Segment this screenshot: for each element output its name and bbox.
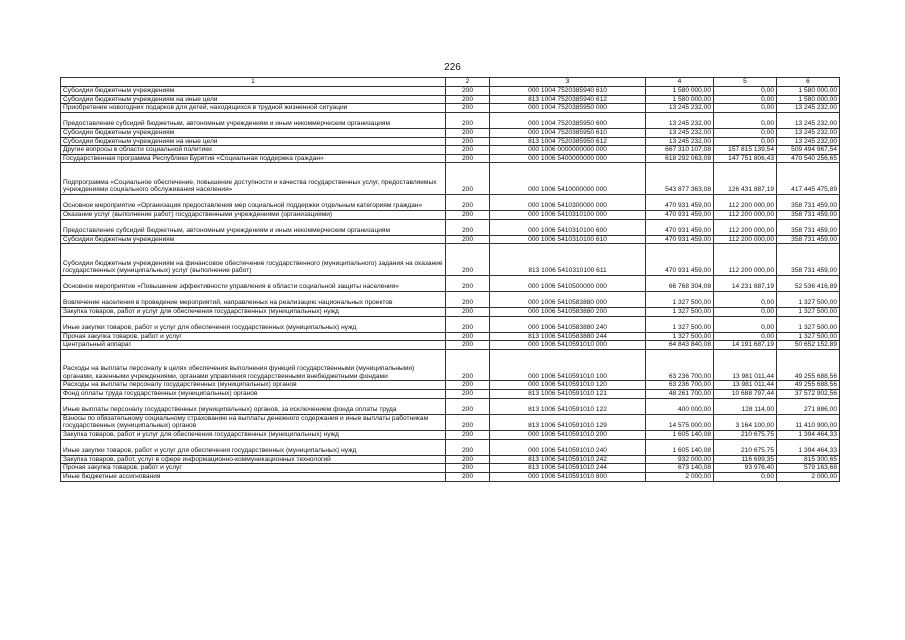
row-executed-cell: 13 981 011,44 (714, 381, 777, 390)
row-code-cell: 200 (446, 332, 490, 341)
row-classification-cell: 000 1006 5410591010 800 (490, 472, 646, 481)
row-name-cell: Предоставление субсидий бюджетным, автономным учреждениям и иным некоммерческим организациям (61, 112, 446, 128)
row-classification-cell: 813 1006 5410591010 129 (490, 414, 646, 430)
table-row (61, 87, 840, 96)
row-name-cell: Прочая закупка товаров, работ и услуг (61, 464, 446, 473)
row-code-cell: 200 (446, 390, 490, 399)
row-remaining-cell: 358 731 459,00 (777, 235, 840, 244)
row-classification-cell: 000 1006 5410583880 200 (490, 308, 646, 317)
table-row (61, 464, 840, 473)
row-name-cell: Закупка товаров, работ, услуг в сфере информационно-коммуникационных технологий (61, 455, 446, 464)
row-executed-cell: 0,00 (714, 137, 777, 146)
table-row (61, 455, 840, 464)
row-approved-cell: 470 931 459,00 (646, 194, 714, 210)
table-row (61, 308, 840, 317)
row-remaining-cell: 579 163,68 (777, 464, 840, 473)
row-executed-cell: 116 699,35 (714, 455, 777, 464)
row-classification-cell: 000 1006 5410591010 100 (490, 350, 646, 381)
row-approved-cell: 13 245 232,00 (646, 128, 714, 137)
table-row (61, 163, 840, 194)
row-executed-cell: 112 200 000,00 (714, 235, 777, 244)
table-row (61, 398, 840, 414)
row-remaining-cell: 1 327 500,00 (777, 332, 840, 341)
column-header: 4 (646, 78, 714, 87)
row-code-cell: 200 (446, 219, 490, 235)
row-approved-cell: 13 245 232,00 (646, 104, 714, 113)
table-row (61, 104, 840, 113)
row-executed-cell: 0,00 (714, 104, 777, 113)
row-name-cell: Расходы на выплаты персоналу государственных (муниципальных) органов (61, 381, 446, 390)
row-remaining-cell: 509 494 967,54 (777, 146, 840, 155)
row-code-cell: 200 (446, 398, 490, 414)
row-remaining-cell: 1 327 500,00 (777, 316, 840, 332)
table-row (61, 414, 840, 430)
row-classification-cell: 813 1006 5410591010 244 (490, 464, 646, 473)
row-remaining-cell: 11 410 900,00 (777, 414, 840, 430)
row-code-cell: 200 (446, 128, 490, 137)
row-executed-cell: 0,00 (714, 95, 777, 104)
row-name-cell: Субсидии бюджетным учреждениям (61, 87, 446, 96)
column-header: 1 (61, 78, 446, 87)
row-classification-cell: 000 1006 5410591010 200 (490, 430, 646, 439)
table-row (61, 244, 840, 275)
row-classification-cell: 000 1006 5410310100 000 (490, 210, 646, 219)
row-code-cell: 200 (446, 146, 490, 155)
row-approved-cell: 1 580 000,00 (646, 87, 714, 96)
row-name-cell: Субсидии бюджетным учреждениям (61, 128, 446, 137)
row-executed-cell: 210 675,75 (714, 430, 777, 439)
row-code-cell: 200 (446, 414, 490, 430)
row-approved-cell: 470 931 459,00 (646, 235, 714, 244)
row-executed-cell: 128 114,00 (714, 398, 777, 414)
row-remaining-cell: 1 580 000,00 (777, 87, 840, 96)
row-name-cell: Расходы на выплаты персоналу в целях обеспечения выполнения функций государственными (муниципальными) органами, казенными учреждениями, органами управления государственными внебюджетными фондами (61, 350, 446, 381)
column-header: 6 (777, 78, 840, 87)
row-remaining-cell: 815 300,65 (777, 455, 840, 464)
row-remaining-cell: 417 445 475,89 (777, 163, 840, 194)
row-executed-cell: 147 751 806,43 (714, 154, 777, 163)
row-executed-cell: 93 976,40 (714, 464, 777, 473)
row-classification-cell: 813 1006 5410583880 244 (490, 332, 646, 341)
budget-table (60, 77, 840, 482)
row-remaining-cell: 13 245 232,00 (777, 104, 840, 113)
row-classification-cell: 000 1006 5410310100 600 (490, 219, 646, 235)
row-approved-cell: 673 140,08 (646, 464, 714, 473)
table-row (61, 341, 840, 350)
row-approved-cell: 667 310 107,08 (646, 146, 714, 155)
table-row (61, 154, 840, 163)
row-executed-cell: 0,00 (714, 332, 777, 341)
row-executed-cell: 0,00 (714, 472, 777, 481)
row-code-cell: 200 (446, 472, 490, 481)
row-classification-cell: 000 1004 7520385940 610 (490, 87, 646, 96)
row-name-cell: Другие вопросы в области социальной политики (61, 146, 446, 155)
row-remaining-cell: 13 245 232,00 (777, 137, 840, 146)
row-approved-cell: 1 580 000,00 (646, 95, 714, 104)
row-approved-cell: 63 236 700,00 (646, 381, 714, 390)
header-row (61, 78, 840, 87)
row-executed-cell: 112 200 000,00 (714, 210, 777, 219)
table-row (61, 439, 840, 455)
row-executed-cell: 10 688 797,44 (714, 390, 777, 399)
row-code-cell: 200 (446, 341, 490, 350)
row-executed-cell: 157 815 139,54 (714, 146, 777, 155)
row-code-cell: 200 (446, 291, 490, 307)
row-remaining-cell: 1 327 500,00 (777, 291, 840, 307)
row-name-cell: Иные закупки товаров, работ и услуг для обеспечения государственных (муниципальных) нужд (61, 316, 446, 332)
row-remaining-cell: 13 245 232,00 (777, 112, 840, 128)
row-name-cell: Иные закупки товаров, работ и услуг для обеспечения государственных (муниципальных) нужд (61, 439, 446, 455)
row-approved-cell: 13 245 232,00 (646, 137, 714, 146)
column-header: 2 (446, 78, 490, 87)
row-classification-cell: 813 1004 7520385940 612 (490, 95, 646, 104)
row-approved-cell: 13 245 232,00 (646, 112, 714, 128)
row-executed-cell: 126 431 887,19 (714, 163, 777, 194)
row-name-cell: Взносы по обязательному социальному страхованию на выплаты денежного содержания и иные выплаты работникам государственных (муниципальных) органов (61, 414, 446, 430)
row-executed-cell: 112 200 000,00 (714, 244, 777, 275)
row-code-cell: 200 (446, 316, 490, 332)
page-number: 226 (444, 62, 461, 73)
row-classification-cell: 000 1006 5410591010 120 (490, 381, 646, 390)
row-classification-cell: 813 1006 5410591010 121 (490, 390, 646, 399)
row-remaining-cell: 52 536 416,89 (777, 275, 840, 291)
row-approved-cell: 1 605 140,08 (646, 439, 714, 455)
row-classification-cell: 000 1004 7520385950 000 (490, 104, 646, 113)
row-code-cell: 200 (446, 275, 490, 291)
table-row (61, 390, 840, 399)
row-approved-cell: 64 843 840,08 (646, 341, 714, 350)
row-name-cell: Прочая закупка товаров, работ и услуг (61, 332, 446, 341)
row-approved-cell: 543 877 363,08 (646, 163, 714, 194)
row-remaining-cell: 358 731 459,00 (777, 194, 840, 210)
row-approved-cell: 1 605 140,08 (646, 430, 714, 439)
row-remaining-cell: 50 652 152,89 (777, 341, 840, 350)
row-approved-cell: 618 292 063,08 (646, 154, 714, 163)
row-remaining-cell: 1 580 000,00 (777, 95, 840, 104)
row-remaining-cell: 1 327 500,00 (777, 308, 840, 317)
row-approved-cell: 48 261 700,00 (646, 390, 714, 399)
row-name-cell: Подпрограмма «Социальное обеспечение, повышение доступности и качества государственных услуг, предоставляемых учреждениями социального обслуживания населения» (61, 163, 446, 194)
row-executed-cell: 0,00 (714, 87, 777, 96)
row-code-cell: 200 (446, 104, 490, 113)
row-name-cell: Оказание услуг (выполнение работ) государственными учреждениями (организациями) (61, 210, 446, 219)
row-name-cell: Государственная программа Республики Бурятия «Социальная поддержка граждан» (61, 154, 446, 163)
row-name-cell: Закупка товаров, работ и услуг для обеспечения государственных (муниципальных) нужд (61, 430, 446, 439)
row-code-cell: 200 (446, 350, 490, 381)
table-row (61, 350, 840, 381)
column-header: 3 (490, 78, 646, 87)
row-code-cell: 200 (446, 210, 490, 219)
row-classification-cell: 000 1006 5410591010 240 (490, 439, 646, 455)
row-code-cell: 200 (446, 455, 490, 464)
row-code-cell: 200 (446, 308, 490, 317)
table-row (61, 291, 840, 307)
row-remaining-cell: 1 394 464,33 (777, 430, 840, 439)
row-executed-cell: 0,00 (714, 308, 777, 317)
row-classification-cell: 813 1004 7520385950 612 (490, 137, 646, 146)
row-classification-cell: 000 1004 7520385950 610 (490, 128, 646, 137)
table-row (61, 219, 840, 235)
row-classification-cell: 000 1006 5410310100 610 (490, 235, 646, 244)
row-approved-cell: 1 327 500,00 (646, 291, 714, 307)
row-code-cell: 200 (446, 137, 490, 146)
row-remaining-cell: 37 572 902,56 (777, 390, 840, 399)
row-name-cell: Субсидии бюджетным учреждениям на финансовое обеспечение государственного (муниципального) задания на оказание государственных (муниципальных) услуг (выполнение работ) (61, 244, 446, 275)
row-remaining-cell: 358 731 459,00 (777, 244, 840, 275)
row-classification-cell: 000 1006 5410500000 000 (490, 275, 646, 291)
row-approved-cell: 1 327 500,00 (646, 332, 714, 341)
row-executed-cell: 13 981 011,44 (714, 350, 777, 381)
row-approved-cell: 470 931 459,00 (646, 219, 714, 235)
row-code-cell: 200 (446, 464, 490, 473)
row-classification-cell: 000 1006 5400000000 000 (490, 154, 646, 163)
row-executed-cell: 0,00 (714, 128, 777, 137)
row-approved-cell: 932 000,00 (646, 455, 714, 464)
row-classification-cell: 813 1006 5410310100 611 (490, 244, 646, 275)
table-row (61, 275, 840, 291)
row-classification-cell: 000 1006 5410583880 240 (490, 316, 646, 332)
row-approved-cell: 14 575 000,00 (646, 414, 714, 430)
row-name-cell: Приобретение новогодних подарков для детей, находящихся в трудной жизненной ситуации (61, 104, 446, 113)
table-row (61, 472, 840, 481)
row-remaining-cell: 2 000,00 (777, 472, 840, 481)
row-name-cell: Основное мероприятие «Организация предоставления мер социальной поддержки отдельным категориям граждан» (61, 194, 446, 210)
row-executed-cell: 14 191 687,19 (714, 341, 777, 350)
row-name-cell: Вовлечение населения в проведение мероприятий, направленных на реализацию национальных проектов (61, 291, 446, 307)
row-executed-cell: 14 231 887,19 (714, 275, 777, 291)
row-remaining-cell: 49 255 688,56 (777, 381, 840, 390)
row-classification-cell: 813 1006 5410591010 122 (490, 398, 646, 414)
table-row (61, 146, 840, 155)
row-code-cell: 200 (446, 439, 490, 455)
row-code-cell: 200 (446, 112, 490, 128)
row-name-cell: Центральный аппарат (61, 341, 446, 350)
row-approved-cell: 1 327 500,00 (646, 316, 714, 332)
row-classification-cell: 000 1006 5410000000 000 (490, 163, 646, 194)
table-row (61, 332, 840, 341)
row-classification-cell: 813 1006 5410591010 242 (490, 455, 646, 464)
row-code-cell: 200 (446, 244, 490, 275)
table-row (61, 210, 840, 219)
table-row (61, 112, 840, 128)
row-code-cell: 200 (446, 95, 490, 104)
row-code-cell: 200 (446, 430, 490, 439)
table-row (61, 194, 840, 210)
row-name-cell: Субсидии бюджетным учреждениям на иные цели (61, 137, 446, 146)
row-classification-cell: 000 1006 0000000000 000 (490, 146, 646, 155)
row-code-cell: 200 (446, 87, 490, 96)
row-code-cell: 200 (446, 235, 490, 244)
row-name-cell: Иные бюджетные ассигнования (61, 472, 446, 481)
row-name-cell: Субсидии бюджетным учреждениям на иные цели (61, 95, 446, 104)
row-remaining-cell: 13 245 232,00 (777, 128, 840, 137)
row-code-cell: 200 (446, 194, 490, 210)
row-executed-cell: 0,00 (714, 316, 777, 332)
row-name-cell: Основное мероприятие «Повышение эффективности управления в области социальной защиты населения» (61, 275, 446, 291)
row-name-cell: Фонд оплаты труда государственных (муниципальных) органов (61, 390, 446, 399)
row-executed-cell: 0,00 (714, 112, 777, 128)
row-executed-cell: 210 675,75 (714, 439, 777, 455)
table-row (61, 128, 840, 137)
row-remaining-cell: 358 731 459,00 (777, 210, 840, 219)
row-classification-cell: 000 1006 5410300000 000 (490, 194, 646, 210)
row-approved-cell: 470 931 459,00 (646, 210, 714, 219)
table-row (61, 235, 840, 244)
row-approved-cell: 66 768 304,08 (646, 275, 714, 291)
column-header: 5 (714, 78, 777, 87)
row-code-cell: 200 (446, 163, 490, 194)
row-executed-cell: 112 200 000,00 (714, 194, 777, 210)
row-name-cell: Закупка товаров, работ и услуг для обеспечения государственных (муниципальных) нужд (61, 308, 446, 317)
row-remaining-cell: 358 731 459,00 (777, 219, 840, 235)
row-remaining-cell: 470 540 256,65 (777, 154, 840, 163)
table-row (61, 95, 840, 104)
row-name-cell: Субсидии бюджетным учреждениям (61, 235, 446, 244)
table-row (61, 430, 840, 439)
row-executed-cell: 0,00 (714, 291, 777, 307)
row-approved-cell: 63 236 700,00 (646, 350, 714, 381)
row-approved-cell: 2 000,00 (646, 472, 714, 481)
table-row (61, 381, 840, 390)
row-approved-cell: 470 931 459,00 (646, 244, 714, 275)
row-name-cell: Предоставление субсидий бюджетным, автономным учреждениям и иным некоммерческим организациям (61, 219, 446, 235)
row-remaining-cell: 1 394 464,33 (777, 439, 840, 455)
row-code-cell: 200 (446, 154, 490, 163)
row-name-cell: Иные выплаты персоналу государственных (муниципальных) органов, за исключением фонда оплаты труда (61, 398, 446, 414)
row-remaining-cell: 271 886,00 (777, 398, 840, 414)
row-approved-cell: 400 000,00 (646, 398, 714, 414)
row-executed-cell: 3 164 100,00 (714, 414, 777, 430)
row-classification-cell: 000 1006 5410583880 000 (490, 291, 646, 307)
row-code-cell: 200 (446, 381, 490, 390)
row-approved-cell: 1 327 500,00 (646, 308, 714, 317)
row-remaining-cell: 49 255 688,56 (777, 350, 840, 381)
table-row (61, 137, 840, 146)
row-classification-cell: 000 1006 5410591010 000 (490, 341, 646, 350)
row-classification-cell: 000 1004 7520385950 600 (490, 112, 646, 128)
row-executed-cell: 112 200 000,00 (714, 219, 777, 235)
table-row (61, 316, 840, 332)
